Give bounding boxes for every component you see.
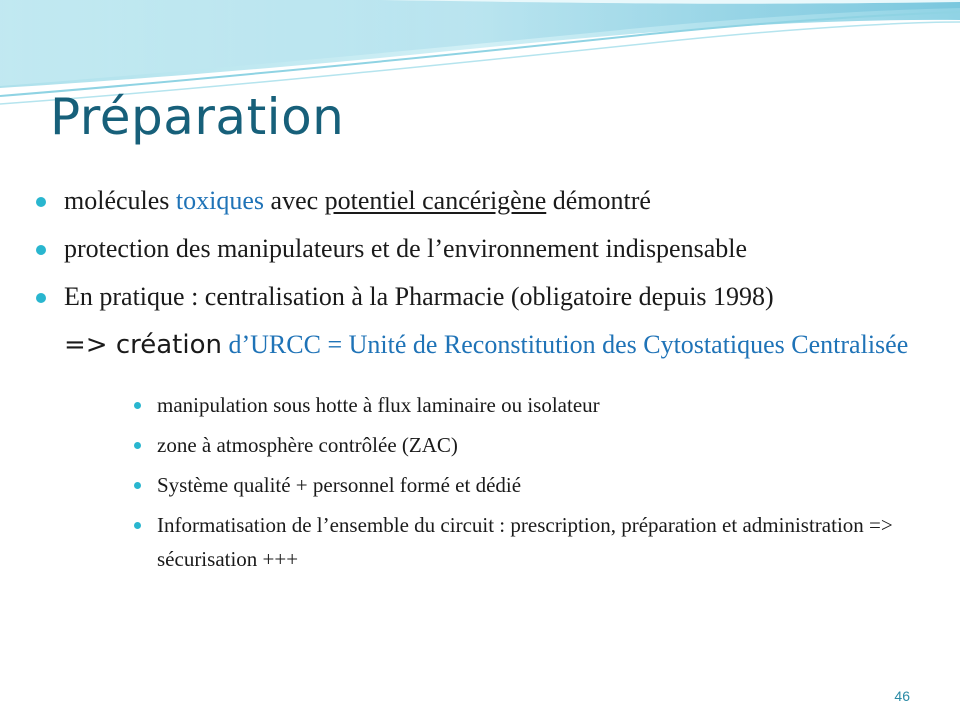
sub-bullet-text: Informatisation de l’ensemble du circuit : prescription, préparation et administration => sécurisation +++ bbox=[157, 513, 893, 571]
sub-bullet-text: Système qualité + personnel formé et dédié bbox=[157, 473, 522, 497]
bullet-item bbox=[36, 278, 916, 316]
bullet-text: protection des manipulateurs et de l’environnement indispensable bbox=[64, 234, 748, 263]
sub-bullet-dot-icon bbox=[134, 522, 141, 529]
sub-bullet-item bbox=[36, 508, 916, 576]
sub-bullet-item bbox=[36, 428, 916, 462]
slide-title: Préparation bbox=[50, 88, 345, 146]
text-segment: démontré bbox=[546, 186, 651, 215]
text-highlight-urcc: d’URCC = Unité de Reconstitution des Cytostatiques Centralisée bbox=[228, 330, 909, 359]
text-highlight-toxiques: toxiques bbox=[175, 186, 265, 215]
page-number: 46 bbox=[894, 688, 910, 704]
text-segment: avec bbox=[264, 186, 325, 215]
sub-bullet-dot-icon bbox=[134, 482, 141, 489]
sub-bullet-text: manipulation sous hotte à flux laminaire ou isolateur bbox=[157, 393, 600, 417]
bullet-dot-icon bbox=[36, 245, 46, 255]
text-segment: molécules bbox=[64, 186, 176, 215]
bullet-item bbox=[36, 230, 916, 268]
arrow-text: => bbox=[64, 330, 116, 360]
sub-bullet-item bbox=[36, 388, 916, 422]
sub-bullet-text: zone à atmosphère contrôlée (ZAC) bbox=[157, 433, 458, 457]
sub-bullet-item bbox=[36, 468, 916, 502]
text-underlined: potentiel cancérigène bbox=[324, 186, 547, 215]
bullet-item bbox=[36, 182, 916, 220]
sub-bullet-dot-icon bbox=[134, 442, 141, 449]
bullet-dot-icon bbox=[36, 293, 46, 303]
continuation-paragraph bbox=[36, 326, 916, 364]
sub-bullet-dot-icon bbox=[134, 402, 141, 409]
bullet-dot-icon bbox=[36, 197, 46, 207]
bullet-text: En pratique : centralisation à la Pharmacie (obligatoire depuis 1998) bbox=[64, 282, 774, 311]
text-segment: création bbox=[115, 330, 222, 360]
slide-content bbox=[36, 182, 916, 582]
